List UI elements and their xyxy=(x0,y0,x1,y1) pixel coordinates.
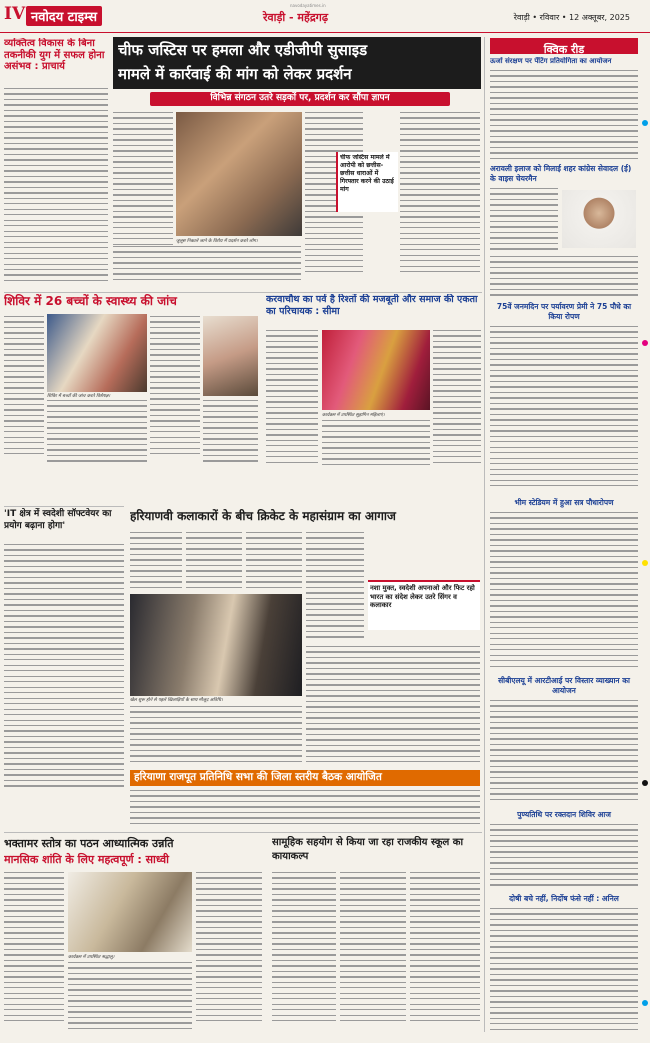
cricket-body-col3 xyxy=(246,532,302,590)
brief3-body xyxy=(490,326,638,494)
lead-body-col4 xyxy=(400,112,480,282)
lead-pull-quote xyxy=(336,152,398,212)
school-body-col2 xyxy=(340,872,406,1032)
cricket-caption: खेल शुरू होने से पहले खिलाड़ियों के साथ मौजूद अतिथि। xyxy=(130,698,223,703)
edition-name: रेवाड़ी - महेंद्रगढ़ xyxy=(263,11,329,24)
brief2-body-a xyxy=(490,188,558,254)
brief7-headline: दोषी बचे नहीं, निर्दोष फंसे नहीं : अनिल xyxy=(509,894,619,903)
masthead-small-line: navodayatimes.in xyxy=(290,3,326,8)
brief5-body xyxy=(490,700,638,806)
cricket-body-col4 xyxy=(306,532,364,642)
health-camp-photo-2 xyxy=(203,316,258,396)
bhaktamar-headline-line2: मानसिक शांति के लिए महत्वपूर्ण : साध्वी xyxy=(4,853,169,866)
bhaktamar-body-col1 xyxy=(4,872,64,1032)
brief2-portrait xyxy=(562,190,636,248)
cricket-photo xyxy=(130,594,302,696)
bhaktamar-body-col3 xyxy=(196,872,262,1032)
lead-pull-quote-text: चीफ जस्टिस मामले में आरोपी को छत्तीस-छत्तीस धाराओं में गिरफ्तार करने की उठाई मांग xyxy=(340,154,394,193)
health-camp-body-col3 xyxy=(47,400,147,466)
health-camp-body-col4 xyxy=(203,400,258,466)
karwa-body-col2 xyxy=(322,420,430,470)
bhaktamar-photo xyxy=(68,872,192,952)
it-sector-body xyxy=(4,544,124,794)
brief4-headline: भीम स्टेडियम में हुआ सत्र पौधारोपण xyxy=(514,498,614,507)
school-body-col3 xyxy=(410,872,480,1032)
cricket-headline: हरियाणवी कलाकारों के बीच क्रिकेट के महासंग्राम का आगाज xyxy=(130,509,396,523)
school-body-col1 xyxy=(272,872,336,1032)
cricket-body-col1 xyxy=(130,532,182,590)
bhaktamar-headline-line1: भक्तामर स्तोत्र का पठन आध्यात्मिक उन्नति xyxy=(4,837,174,850)
registration-color-bar xyxy=(642,40,648,1030)
brief4-body xyxy=(490,512,638,672)
brief2-headline: अरावली इलाज को मिलाई शहर कांग्रेस सेवादल (ई) के वाइस चेयरमैन xyxy=(490,164,632,183)
rajput-headline: हरियाणा राजपूत प्रतिनिधि सभा की जिला स्तरीय बैठक आयोजित xyxy=(130,770,480,786)
lead-photo-caption: जुलूस निकाले जाने के विरोध में प्रदर्शन करते लोग। xyxy=(176,239,258,244)
school-headline: सामूहिक सहयोग से किया जा रहा राजकीय स्कूल का कायाकल्प xyxy=(272,837,464,862)
cricket-body-col5 xyxy=(130,706,302,766)
health-camp-body-col2 xyxy=(150,316,200,466)
karwa-body-col3 xyxy=(433,330,481,470)
left-top-headline: व्यक्तित्व विकास के बिना तकनीकी युग में सफल होना असंभव : प्राचार्य xyxy=(4,38,105,72)
brief6-body xyxy=(490,824,638,890)
karwa-photo xyxy=(322,330,430,410)
health-camp-headline: शिविर में 26 बच्चों के स्वास्थ्य की जांच xyxy=(4,294,177,308)
lead-photo xyxy=(176,112,302,236)
brief5-headline: सीबीएलयू में आरटीआई पर विस्तार व्याख्यान का आयोजन xyxy=(498,676,630,695)
bhaktamar-caption: कार्यक्रम में उपस्थित श्रद्धालु। xyxy=(68,955,115,960)
cricket-body-col6 xyxy=(306,646,480,766)
karwa-headline: करवाचौथ का पर्व है रिश्तों की मजबूती और समाज की एकता का परिचायक : सीमा xyxy=(266,294,478,317)
lead-body-col2 xyxy=(113,246,301,286)
brief1-headline: ऊर्जा संरक्षण पर पेंटिंग प्रतियोगिता का आयोजन xyxy=(490,57,612,65)
quick-read-tag xyxy=(490,38,638,54)
lead-subhead: विभिन्न संगठन उतरे सड़कों पर, प्रदर्शन कर सौंपा ज्ञापन xyxy=(150,92,450,106)
it-sector-headline: 'IT क्षेत्र में स्वदेशी सॉफ्टवेयर का प्रयोग बढ़ाना होगा' xyxy=(4,509,112,531)
health-camp-body-col1 xyxy=(4,316,44,466)
brief3-headline: 75वें जनमदिन पर पर्यावरण प्रेमी ने 75 पौधे का किया रोपण xyxy=(496,302,632,321)
lead-body-col1 xyxy=(113,112,173,252)
lead-headline-line2: मामले में कार्रवाई की मांग को लेकर प्रदर्शन xyxy=(118,65,352,83)
brief7-body xyxy=(490,908,638,1034)
brief2-body-b xyxy=(490,256,638,300)
masthead xyxy=(0,0,650,33)
karwa-caption: कार्यक्रम में उपस्थित सुहागिन महिलाएं। xyxy=(322,413,385,418)
health-camp-caption: शिविर में बच्चों की जांच करते विशेषज्ञ। xyxy=(47,394,111,399)
rajput-body xyxy=(130,790,480,828)
paper-name: नवोदय टाइम्स xyxy=(26,6,102,26)
bhaktamar-body-col2 xyxy=(68,962,192,1032)
health-camp-photo xyxy=(47,314,147,392)
quick-read-tag-label: क्विक रीड xyxy=(543,43,585,56)
brief1-body xyxy=(490,70,638,162)
cricket-body-col2 xyxy=(186,532,242,590)
brief6-headline: पुण्यतिथि पर रक्तदान शिविर आज xyxy=(517,810,611,819)
lead-headline-line1: चीफ जस्टिस पर हमला और एडीजीपी सुसाइड xyxy=(118,41,368,59)
cricket-pull-quote-text: नशा मुक्त, स्वदेशी अपनाओ और फिट रहो भारत का संदेश लेकर उतरे सिंगर व कलाकार xyxy=(370,584,475,609)
page-number: IV xyxy=(4,4,26,24)
karwa-body-col1 xyxy=(266,330,318,470)
left-top-body-text xyxy=(4,88,108,288)
cricket-pull-quote xyxy=(368,580,480,630)
edition-date: रेवाड़ी • रविवार • 12 अक्तूबर, 2025 xyxy=(513,13,630,22)
